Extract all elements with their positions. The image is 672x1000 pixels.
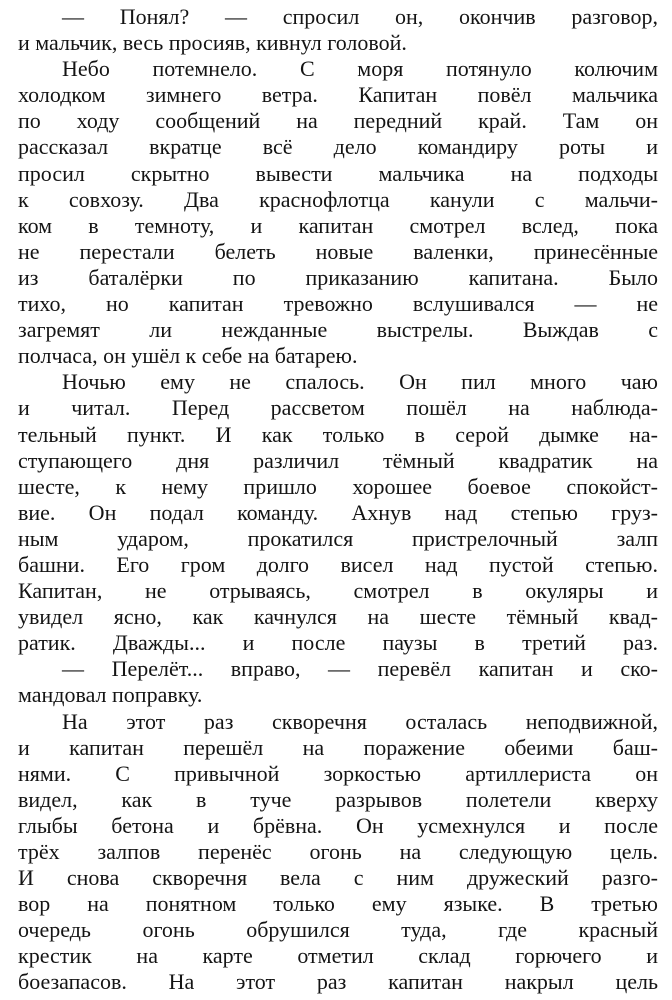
text-line: ступающего дня различил тёмный квадратик на: [18, 447, 658, 473]
text-line: Небо потемнело. С моря потянуло колючим: [62, 56, 658, 82]
text-line: Ночью ему не спалось. Он пил много чаю: [62, 369, 658, 395]
text-line: тихо, но капитан тревожно вслушивался — не: [18, 291, 658, 317]
text-line: боезапасов. На этот раз капитан накрыл цель: [18, 969, 658, 995]
text-line: крестик на карте отметил склад горючего и: [18, 943, 658, 969]
text-line: шесте, к нему пришло хорошее боевое спокойст-: [18, 473, 658, 499]
text-line: холодком зимнего ветра. Капитан повёл мальчика: [18, 82, 658, 108]
text-line: — Понял? — спросил он, окончив разговор,: [62, 4, 658, 29]
text-line: полчаса, он ушёл к себе на батарею.: [18, 343, 358, 369]
text-line: очередь огонь обрушился туда, где красный: [18, 917, 658, 943]
text-line: загремят ли нежданные выстрелы. Выждав с: [18, 317, 658, 343]
text-line: Капитан, не отрываясь, смотрел в окуляры и: [18, 578, 658, 604]
text-line: не перестали белеть новые валенки, принесённые: [18, 238, 658, 264]
text-line: по ходу сообщений на передний край. Там он: [18, 108, 658, 134]
text-line: На этот раз скворечня осталась неподвижной,: [62, 708, 658, 734]
text-line: просил скрытно вывести мальчика на подходы: [18, 160, 658, 186]
text-line: тельный пункт. И как только в серой дымке на-: [18, 421, 658, 447]
text-line: увидел ясно, как качнулся на шесте тёмный квад-: [18, 604, 658, 630]
text-line: мандовал поправку.: [18, 682, 203, 708]
text-line: ратик. Дважды... и после паузы в третий раз.: [18, 630, 658, 656]
text-line: вие. Он подал команду. Ахнув над степью груз-: [18, 499, 658, 525]
text-line: И снова скворечня вела с ним дружеский разго-: [18, 865, 658, 891]
text-line: рассказал вкратце всё дело командиру роты и: [18, 134, 658, 160]
text-line: глыбы бетона и брёвна. Он усмехнулся и после: [18, 812, 658, 838]
text-line: ным ударом, прокатился пристрелочный залп: [18, 525, 658, 551]
text-line: видел, как в туче разрывов полетели кверху: [18, 786, 658, 812]
text-line: — Перелёт... вправо, — перевёл капитан и ско-: [62, 656, 658, 682]
body-text: [18, 4, 658, 996]
text-line: к совхозу. Два краснофлотца канули с мальчи-: [18, 186, 658, 212]
text-line: и мальчик, весь просияв, кивнул головой.: [18, 30, 407, 56]
text-line: и капитан перешёл на поражение обеими баш-: [18, 734, 658, 760]
text-line: ком в темноту, и капитан смотрел вслед, пока: [18, 212, 658, 238]
text-line: из баталёрки по приказанию капитана. Было: [18, 264, 658, 290]
text-line: трёх залпов перенёс огонь на следующую цель.: [18, 839, 658, 864]
text-line: нями. С привычной зоркостью артиллериста он: [18, 760, 658, 786]
text-line: вор на понятном только ему языке. В третью: [18, 891, 658, 917]
text-line: башни. Его гром долго висел над пустой степью.: [18, 551, 658, 577]
text-line: и читал. Перед рассветом пошёл на наблюда-: [18, 395, 658, 421]
